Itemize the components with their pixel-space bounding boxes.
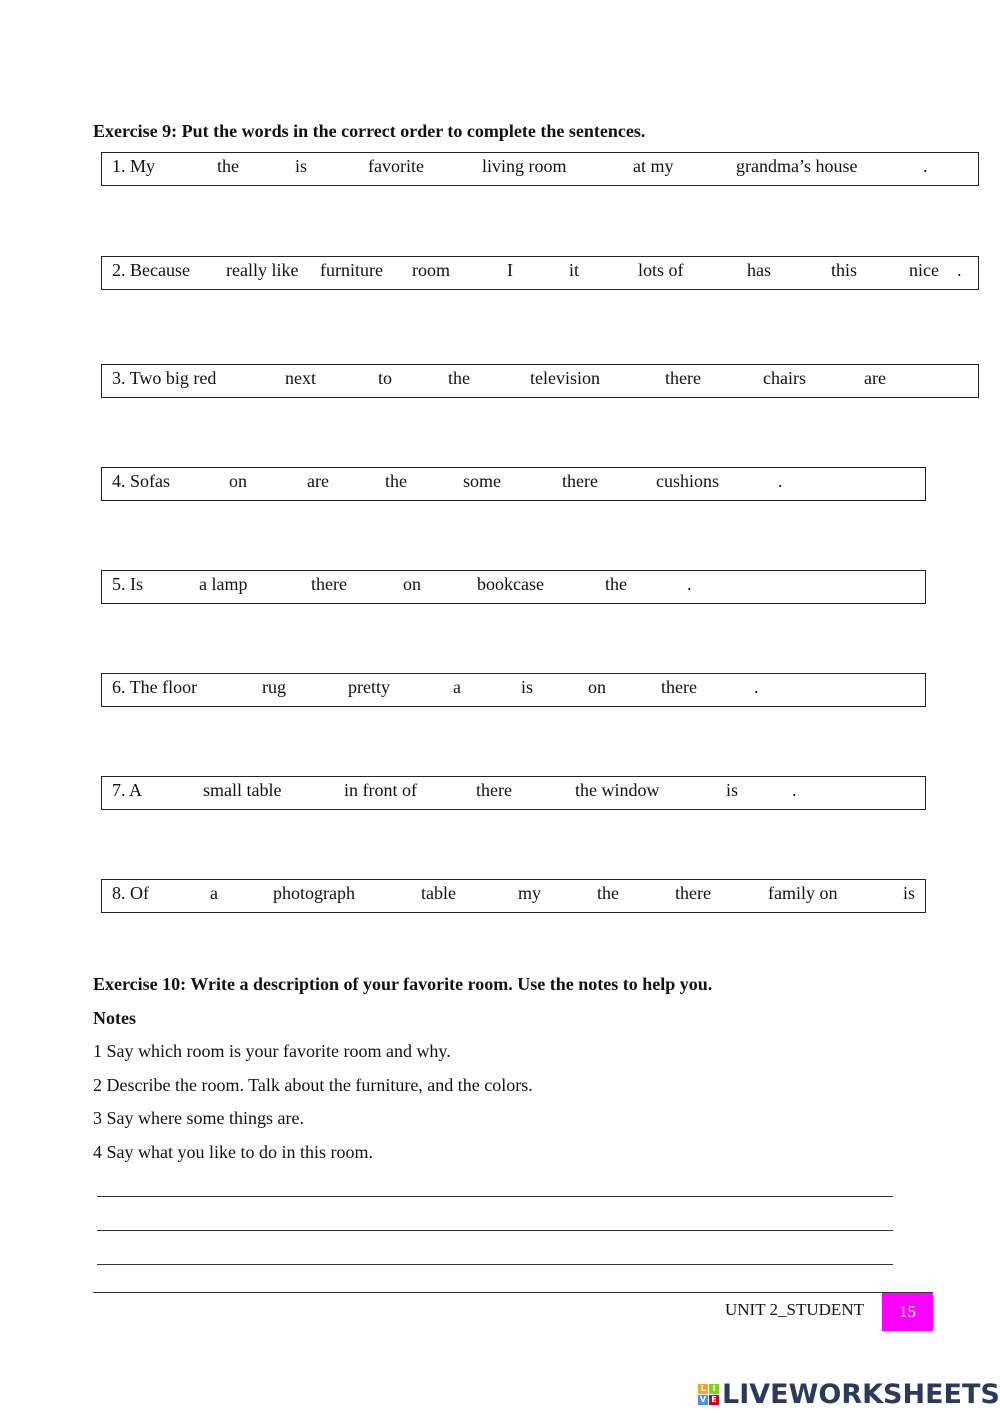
word-tile[interactable]: 7. A xyxy=(112,780,143,800)
word-tile[interactable]: there xyxy=(562,471,598,491)
word-tile[interactable]: the xyxy=(597,883,619,903)
word-tile[interactable]: favorite xyxy=(368,156,424,176)
word-tile[interactable]: is xyxy=(903,883,916,903)
word-tile[interactable]: to xyxy=(378,368,393,388)
word-tile[interactable]: my xyxy=(518,883,542,903)
word-tile[interactable]: the xyxy=(448,368,470,388)
sentence-box-5 xyxy=(101,570,926,604)
word-tile[interactable]: on xyxy=(403,574,421,594)
word-tile[interactable]: there xyxy=(476,780,512,800)
word-tile[interactable]: the xyxy=(385,471,407,491)
word-tile[interactable]: are xyxy=(864,368,886,388)
word-tile[interactable]: it xyxy=(569,260,580,280)
word-tile[interactable]: nice xyxy=(909,260,939,280)
writing-line[interactable] xyxy=(97,1264,893,1265)
word-tile[interactable]: bookcase xyxy=(477,574,544,594)
word-tile[interactable]: 8. Of xyxy=(112,883,149,903)
logo-icon-cell: V xyxy=(699,1394,707,1404)
word-tile[interactable]: there xyxy=(661,677,697,697)
word-tile[interactable]: the window xyxy=(575,780,660,800)
word-tile[interactable]: . xyxy=(754,677,759,697)
word-tile[interactable]: are xyxy=(307,471,329,491)
sentence-box-8 xyxy=(101,879,926,913)
logo-icon-cell: I xyxy=(709,1384,719,1394)
word-tile[interactable]: is xyxy=(521,677,534,697)
word-tile[interactable]: on xyxy=(588,677,606,697)
word-tile[interactable]: television xyxy=(530,368,600,388)
word-tile[interactable]: 2. Because xyxy=(112,260,190,280)
word-tile[interactable]: is xyxy=(726,780,739,800)
liveworksheets-logo xyxy=(698,1376,1000,1412)
word-tile[interactable]: 1. My xyxy=(112,156,156,176)
word-tile[interactable]: really like xyxy=(226,260,299,280)
word-tile[interactable]: pretty xyxy=(348,677,390,697)
writing-line[interactable] xyxy=(97,1196,893,1197)
word-tile[interactable]: chairs xyxy=(763,368,806,388)
word-tile[interactable]: . xyxy=(792,780,797,800)
footer-divider xyxy=(93,1292,933,1293)
logo-icon-cell: L xyxy=(698,1384,708,1394)
word-tile[interactable]: 5. Is xyxy=(112,574,143,594)
word-tile[interactable]: rug xyxy=(262,677,286,697)
word-tile[interactable]: a xyxy=(453,677,461,697)
word-tile[interactable]: there xyxy=(665,368,701,388)
word-tile[interactable]: . xyxy=(687,574,692,594)
page-number: 15 xyxy=(899,1302,916,1321)
word-tile[interactable]: 3. Two big red xyxy=(112,368,217,388)
word-tile[interactable]: small table xyxy=(203,780,282,800)
word-tile[interactable]: some xyxy=(463,471,501,491)
word-tile[interactable]: 4. Sofas xyxy=(112,471,170,491)
note-item: 2 Describe the room. Talk about the furniture, and the colors. xyxy=(93,1075,533,1095)
word-tile[interactable]: . xyxy=(778,471,783,491)
word-tile[interactable]: I xyxy=(507,260,513,280)
exercise9-title: Exercise 9: Put the words in the correct order to complete the sentences. xyxy=(93,121,646,141)
word-tile[interactable]: living room xyxy=(482,156,567,176)
word-tile[interactable]: table xyxy=(421,883,456,903)
word-tile[interactable]: room xyxy=(412,260,450,280)
sentence-box-7 xyxy=(101,776,926,810)
word-tile[interactable]: the xyxy=(217,156,239,176)
word-tile[interactable]: the xyxy=(605,574,627,594)
note-item: 3 Say where some things are. xyxy=(93,1108,304,1128)
word-tile[interactable]: lots of xyxy=(638,260,684,280)
word-tile[interactable]: has xyxy=(747,260,771,280)
note-item: 4 Say what you like to do in this room. xyxy=(93,1142,373,1162)
word-tile[interactable]: photograph xyxy=(273,883,355,903)
writing-line[interactable] xyxy=(97,1230,893,1231)
logo-icon-cell: E xyxy=(709,1395,719,1405)
word-tile[interactable]: at my xyxy=(633,156,674,176)
word-tile[interactable]: a xyxy=(210,883,218,903)
word-tile[interactable]: cushions xyxy=(656,471,719,491)
sentence-box-1 xyxy=(101,152,979,186)
word-tile[interactable]: a lamp xyxy=(199,574,248,594)
word-tile[interactable]: on xyxy=(229,471,247,491)
word-tile[interactable]: family on xyxy=(768,883,838,903)
word-tile[interactable]: in front of xyxy=(344,780,417,800)
word-tile[interactable]: next xyxy=(285,368,316,388)
word-tile[interactable]: there xyxy=(311,574,347,594)
word-tile[interactable]: . xyxy=(923,156,928,176)
sentence-box-3 xyxy=(101,364,979,398)
exercise10-title: Exercise 10: Write a description of your favorite room. Use the notes to help you. xyxy=(93,974,713,994)
sentence-box-2 xyxy=(101,256,979,290)
sentence-box-4 xyxy=(101,467,926,501)
word-tile[interactable]: is xyxy=(295,156,308,176)
word-tile[interactable]: this xyxy=(831,260,858,280)
word-tile[interactable]: there xyxy=(675,883,711,903)
unit-label: UNIT 2_STUDENT xyxy=(725,1300,864,1319)
word-tile[interactable]: . xyxy=(957,260,962,280)
page-number-badge xyxy=(882,1293,933,1331)
logo-text: LIVEWORKSHEETS xyxy=(722,1378,1000,1410)
notes-label: Notes xyxy=(93,1008,136,1028)
sentence-box-6 xyxy=(101,673,926,707)
word-tile[interactable]: grandma’s house xyxy=(736,156,858,176)
word-tile[interactable]: furniture xyxy=(320,260,383,280)
word-tile[interactable]: 6. The floor xyxy=(112,677,198,697)
logo-icon xyxy=(698,1384,719,1405)
note-item: 1 Say which room is your favorite room and why. xyxy=(93,1041,451,1061)
